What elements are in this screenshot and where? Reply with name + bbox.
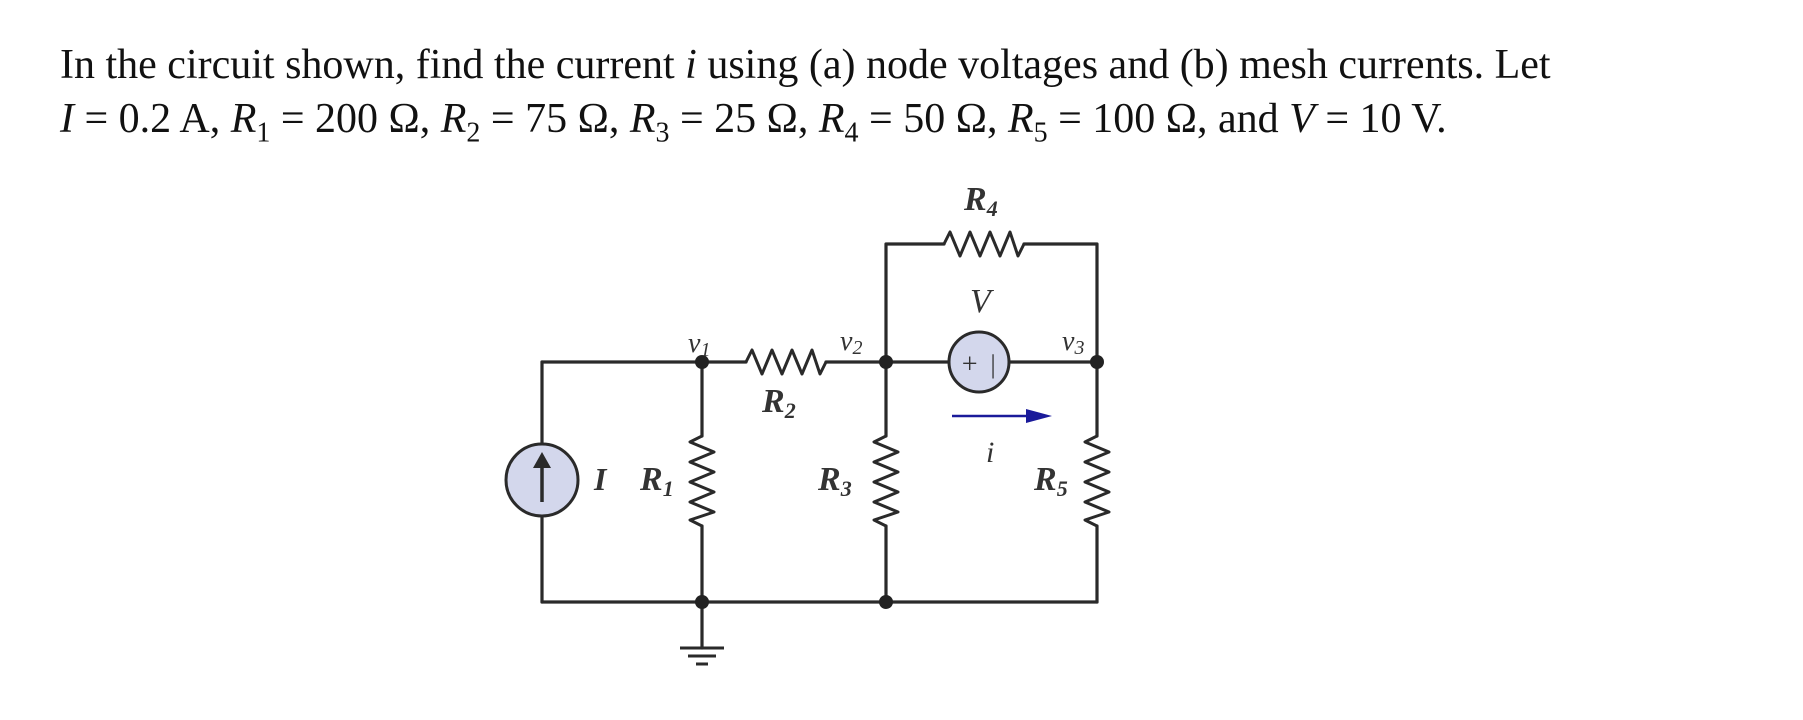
label-r1: R1 (640, 461, 674, 501)
problem-text: using (a) node voltages and (b) mesh currents. Let (696, 42, 1551, 88)
param-symbol: R (1007, 96, 1034, 142)
param-subscript: 3 (655, 117, 670, 149)
minus-sign: | (989, 350, 997, 379)
param-symbol: V (1289, 96, 1315, 142)
circuit-wires (542, 244, 1097, 648)
param-subscript: 1 (256, 117, 271, 149)
label-v2: v2 (840, 326, 863, 359)
param-symbol: R (818, 96, 845, 142)
problem-text: In the circuit shown, find the current (60, 42, 686, 88)
resistor-r1 (690, 436, 714, 526)
arrow-right-icon (1026, 409, 1052, 423)
resistor-r2 (746, 350, 826, 374)
node-bottom-r3 (879, 595, 893, 609)
param-subscript: 5 (1033, 117, 1048, 149)
node-v2 (879, 355, 893, 369)
current-variable: i (685, 42, 697, 88)
param-value: = 200 Ω, (270, 96, 441, 142)
ground-icon (680, 648, 724, 664)
param-symbol: I (60, 96, 74, 142)
param-value: = 0.2 A, (74, 96, 231, 142)
param-value: = 100 Ω, and (1047, 96, 1290, 142)
label-source-I: I (594, 461, 607, 497)
label-v: V (970, 283, 991, 320)
param-value: = 25 Ω, (669, 96, 819, 142)
param-value: = 50 Ω, (858, 96, 1008, 142)
node-bottom-r1 (695, 595, 709, 609)
resistor-r4 (944, 232, 1024, 256)
label-r5: R5 (1034, 461, 1068, 501)
voltage-source-V (949, 332, 1009, 392)
param-subscript: 4 (844, 117, 859, 149)
resistor-r5 (1085, 436, 1109, 526)
resistor-r3 (874, 436, 898, 526)
label-v1: v1 (688, 328, 711, 361)
label-r2: R2 (762, 383, 796, 423)
label-current-i: i (986, 436, 995, 469)
param-value: = 75 Ω, (480, 96, 630, 142)
param-subscript: 2 (466, 117, 481, 149)
plus-sign: + (960, 349, 979, 380)
label-v3: v3 (1062, 326, 1085, 359)
node-v3 (1090, 355, 1104, 369)
label-r3: R3 (818, 461, 852, 501)
current-source-I (506, 444, 578, 516)
param-value: = 10 V. (1314, 96, 1447, 142)
param-symbol: R (629, 96, 656, 142)
current-arrow-i (952, 409, 1052, 423)
param-symbol: R (440, 96, 467, 142)
label-r4: R4 (964, 181, 998, 221)
param-symbol: R (230, 96, 257, 142)
